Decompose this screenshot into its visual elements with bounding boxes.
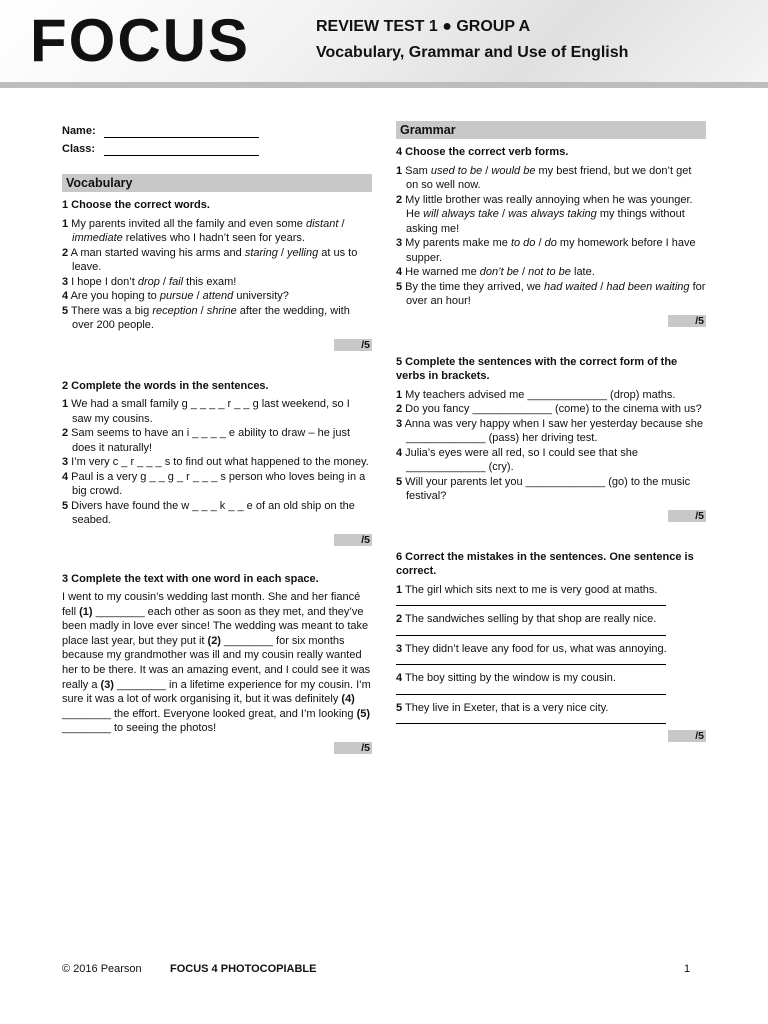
- passage-text: ________ for six months because my grandmother was ill and my cousin really wanted her to be there. It was an amazing event, and I could see it was really a: [62, 634, 371, 691]
- item-text: /: [597, 280, 607, 293]
- item-text: Divers have found the w _ _ _ k _ _ e of an old ship on the seabed.: [68, 499, 355, 526]
- item-number: 5: [62, 499, 69, 512]
- list-item: [62, 426, 372, 455]
- answer-line[interactable]: [396, 715, 666, 724]
- answer-line[interactable]: [396, 656, 666, 665]
- item-text: for over an hour!: [406, 280, 706, 307]
- ex5-instruction: 5 Complete the sentences with the correct form of the verbs in brackets.: [396, 355, 678, 382]
- ex3-score: /5: [62, 742, 372, 754]
- gap-number: (4): [341, 693, 355, 706]
- answer-line[interactable]: [396, 597, 666, 606]
- passage-text: ________ each other as soon as they met, and they’ve been madly in love ever since! The wedding was meant to take place last year, but they put it: [62, 605, 369, 647]
- list-item: [396, 265, 706, 280]
- item-text: I’m very c _ r _ _ _ s to find out what happened to the money.: [68, 456, 369, 468]
- item-number: 4: [396, 672, 403, 684]
- class-label: Class:: [62, 142, 96, 155]
- list-item: [62, 304, 372, 333]
- item-text: my things without asking me!: [406, 208, 685, 235]
- name-line[interactable]: [104, 125, 259, 138]
- item-text: They live in Exeter, that is a very nice city.: [402, 701, 609, 714]
- item-text: Are you hoping to: [68, 290, 160, 302]
- item-text: /: [338, 217, 345, 230]
- list-item: [396, 446, 706, 475]
- choice-option[interactable]: was always taking: [508, 208, 597, 220]
- item-text: Paul is a very g _ _ g _ r _ _ _ s person who loves being in a big crowd.: [68, 470, 366, 497]
- vocabulary-heading: Vocabulary: [62, 174, 372, 192]
- photocopiable-label: FOCUS 4 PHOTOCOPIABLE: [170, 963, 317, 975]
- item-text: They didn’t leave any food for us, what was annoying.: [402, 642, 667, 655]
- item-text: at us to leave.: [72, 246, 358, 273]
- passage-text: I went to my cousin’s wedding last month. She and her fiancé fell: [62, 591, 361, 618]
- list-item: [62, 246, 372, 275]
- choice-option[interactable]: not to be: [528, 266, 571, 278]
- item-number: 1: [396, 388, 403, 401]
- focus-logo: FOCUS: [30, 7, 250, 74]
- answer-line[interactable]: [396, 686, 666, 695]
- item-text: Julia’s eyes were all red, so I could see that she _____________ (cry).: [402, 446, 638, 473]
- item-number: 1: [396, 164, 403, 177]
- item-text: /: [277, 246, 288, 259]
- list-item: [396, 642, 706, 657]
- item-text: Do you fancy _____________ (come) to the cinema with us?: [402, 403, 702, 415]
- item-text: Anna was very happy when I saw her yesterday because she _____________ (pass) her driving test.: [402, 417, 703, 444]
- item-text: /: [482, 164, 492, 177]
- item-text: university?: [233, 290, 289, 302]
- passage-text: ________ to seeing the photos!: [62, 722, 217, 735]
- passage-text: ________ in a lifetime experience for my cousin. I’m sure it was a lot of work organising it, but it was definitely: [62, 678, 371, 706]
- list-item: [62, 455, 372, 470]
- choice-option[interactable]: drop: [137, 275, 160, 288]
- ex1-score: /5: [62, 339, 372, 351]
- item-text: My parents make me: [402, 237, 511, 249]
- gap-number: (5): [356, 707, 371, 720]
- right-column: [396, 121, 706, 742]
- list-item: [396, 280, 706, 309]
- choice-option[interactable]: to do: [510, 237, 536, 249]
- name-field: [62, 120, 372, 138]
- item-number: 2: [396, 193, 403, 206]
- choice-option[interactable]: had waited: [543, 280, 598, 293]
- list-item: [396, 402, 706, 417]
- class-line[interactable]: [104, 143, 259, 156]
- item-text: My teachers advised me _____________ (drop) maths.: [402, 388, 676, 401]
- item-text: The girl which sits next to me is very good at maths.: [402, 583, 658, 596]
- item-number: 3: [62, 456, 69, 468]
- list-item: [396, 671, 706, 686]
- item-text: /: [498, 208, 509, 220]
- list-item: [396, 701, 706, 716]
- item-text: after the wedding, with over 200 people.: [72, 304, 350, 331]
- item-number: 2: [62, 427, 69, 439]
- item-number: 5: [396, 701, 403, 714]
- item-number: 2: [62, 246, 69, 259]
- item-text: My little brother was really annoying when he was younger. He: [402, 193, 693, 220]
- ex4-instruction: 4 Choose the correct verb forms.: [396, 146, 569, 158]
- list-item: [62, 499, 372, 528]
- item-number: 1: [62, 398, 69, 410]
- copyright: © 2016 Pearson: [62, 963, 142, 975]
- choice-option[interactable]: attend: [202, 290, 234, 302]
- list-item: [396, 612, 706, 627]
- ex3-instruction: 3 Complete the text with one word in each space.: [62, 572, 319, 585]
- list-item: [396, 388, 706, 403]
- ex6-instruction: 6 Correct the mistakes in the sentences. One sentence is correct.: [396, 550, 694, 577]
- choice-option[interactable]: used to be: [430, 164, 483, 177]
- ex1-list: [62, 217, 372, 333]
- list-item: [396, 236, 706, 265]
- left-column: [62, 120, 372, 754]
- item-number: 5: [62, 304, 69, 317]
- list-item: [62, 217, 372, 246]
- item-number: 1: [396, 583, 403, 596]
- choice-option[interactable]: will always take: [423, 208, 499, 220]
- item-number: 4: [62, 470, 69, 483]
- choice-option[interactable]: pursue: [159, 290, 194, 302]
- item-text: /: [518, 266, 529, 278]
- choice-option[interactable]: yelling: [287, 246, 319, 259]
- gap-number: (1): [79, 605, 93, 618]
- item-text: The boy sitting by the window is my cousin.: [402, 672, 616, 684]
- item-text: this exam!: [183, 275, 237, 288]
- item-text: relatives who I hadn’t seen for years.: [122, 232, 305, 244]
- item-text: The sandwiches selling by that shop are really nice.: [402, 613, 657, 625]
- item-text: /: [159, 275, 170, 288]
- ex5-list: [396, 388, 706, 504]
- ex4-list: [396, 164, 706, 309]
- item-number: 2: [396, 613, 403, 625]
- item-number: 5: [396, 475, 403, 488]
- gap-number: (2): [207, 634, 221, 647]
- item-text: /: [535, 237, 545, 249]
- passage-text: ________ the effort. Everyone looked great, and I’m looking: [62, 707, 357, 720]
- item-text: late.: [570, 266, 595, 278]
- item-number: 3: [396, 237, 403, 249]
- choice-option[interactable]: do: [544, 237, 557, 249]
- list-item: [62, 289, 372, 304]
- ex4-score: /5: [396, 315, 706, 327]
- class-field: [62, 138, 372, 156]
- item-number: 1: [62, 217, 69, 230]
- ex1-instruction: 1 Choose the correct words.: [62, 199, 210, 211]
- name-label: Name:: [62, 124, 96, 137]
- item-number: 3: [396, 417, 403, 430]
- list-item: [396, 164, 706, 193]
- item-text: /: [197, 304, 207, 317]
- answer-line[interactable]: [396, 627, 666, 636]
- ex2-score: /5: [62, 534, 372, 546]
- item-text: I hope I don’t: [68, 275, 138, 288]
- list-item: [62, 397, 372, 426]
- item-text: /: [193, 290, 203, 302]
- item-text: There was a big: [68, 304, 153, 317]
- item-number: 3: [396, 642, 403, 655]
- item-text: my homework before I have supper.: [406, 237, 696, 264]
- choice-option[interactable]: distant: [305, 217, 339, 230]
- ex6-list: [396, 583, 706, 725]
- choice-option[interactable]: shrine: [206, 304, 237, 317]
- item-number: 4: [62, 290, 69, 302]
- item-number: 5: [396, 280, 403, 293]
- gap-number: (3): [100, 678, 114, 691]
- list-item: [62, 275, 372, 290]
- item-text: Sam: [402, 164, 431, 177]
- grammar-heading: Grammar: [396, 121, 706, 139]
- ex3-text: [62, 590, 372, 736]
- item-number: 2: [396, 403, 403, 415]
- list-item: [396, 417, 706, 446]
- ex6-score: /5: [396, 730, 706, 742]
- test-subtitle: Vocabulary, Grammar and Use of English: [316, 44, 629, 61]
- item-text: By the time they arrived, we: [402, 280, 544, 293]
- choice-option[interactable]: had been waiting: [606, 280, 690, 293]
- item-text: A man started waving his arms and: [68, 246, 245, 259]
- choice-option[interactable]: reception: [152, 304, 198, 317]
- choice-option[interactable]: staring: [244, 246, 278, 259]
- choice-option[interactable]: immediate: [72, 232, 123, 244]
- ex2-list: [62, 397, 372, 528]
- item-text: Will your parents let you _____________ (go) to the music festival?: [402, 475, 691, 502]
- item-text: He warned me: [402, 266, 480, 278]
- item-text: We had a small family g _ _ _ _ r _ _ g last weekend, so I saw my cousins.: [68, 398, 350, 425]
- ex2-instruction: 2 Complete the words in the sentences.: [62, 379, 269, 392]
- list-item: [62, 470, 372, 499]
- test-title: REVIEW TEST 1 ● GROUP A: [316, 18, 531, 35]
- item-number: 4: [396, 266, 403, 278]
- item-number: 4: [396, 446, 403, 459]
- item-text: my best friend, but we don’t get on so well now.: [406, 164, 692, 191]
- list-item: [396, 193, 706, 237]
- item-text: Sam seems to have an i _ _ _ _ e ability to draw – he just does it naturally!: [68, 427, 350, 454]
- choice-option[interactable]: would be: [491, 164, 536, 177]
- choice-option[interactable]: fail: [169, 275, 184, 288]
- ex5-score: /5: [396, 510, 706, 522]
- item-number: 3: [62, 275, 69, 288]
- header-rule: [0, 82, 768, 88]
- list-item: [396, 475, 706, 504]
- item-text: My parents invited all the family and even some: [68, 217, 306, 230]
- page-number: 1: [684, 963, 691, 975]
- choice-option[interactable]: don’t be: [479, 266, 519, 278]
- list-item: [396, 583, 706, 598]
